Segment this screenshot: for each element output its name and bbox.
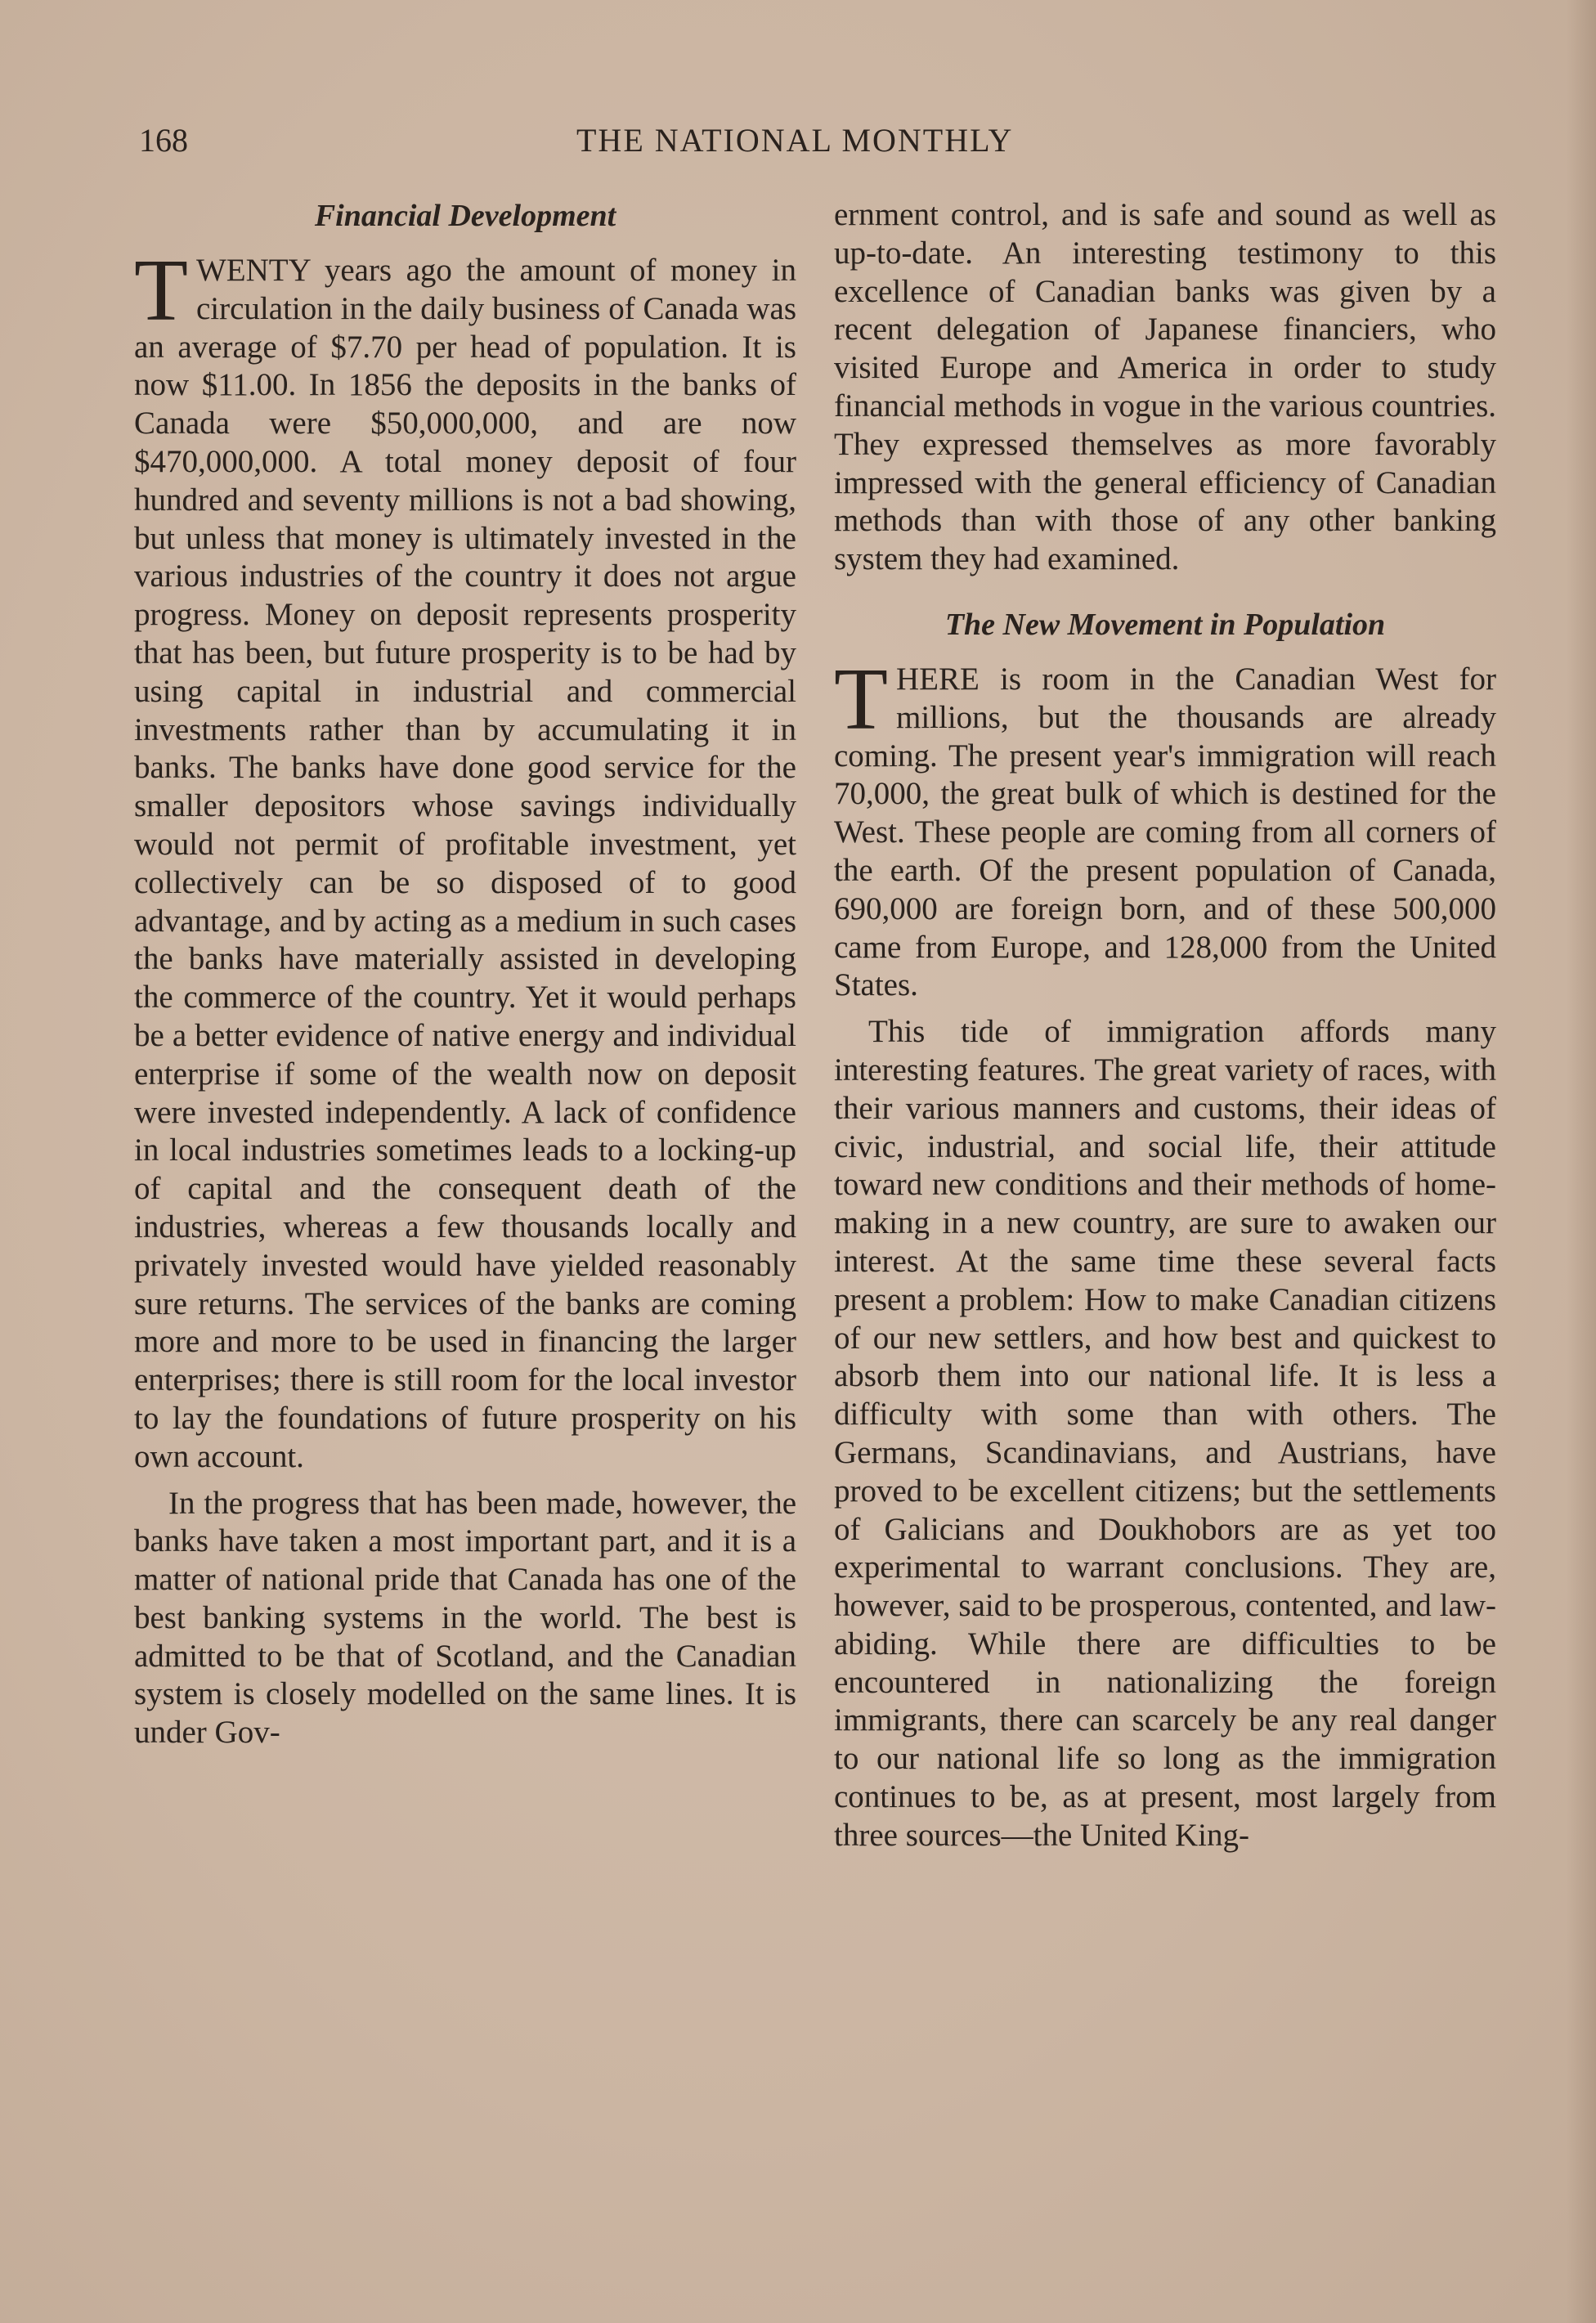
page-edge-shadow: [1567, 0, 1596, 2323]
paragraph-population-1: [834, 650, 1496, 1005]
paragraph-text: WENTY years ago the amount of money in circulation in the daily business of Canada was an average of $7.70 per head of population. It is now $11.00. In 1856 the deposits in the banks of Canada were $50,000,000, and are now $470,000,000. A total money deposit of four hundred and seventy millions is not a bad showing, but unless that money is ultimately invested in the various industries of the country it does not argue progress. Money on deposit represents prosperity that has been, but future prosperity is to be had by using capital in industrial and commercial investments rather than by accumulating it in banks. The banks have done good service for the smaller depositors whose savings individually would not permit of profitable investment, yet collectively can be so disposed of to good advantage, and by acting as a medium in such cases the banks have materially assisted in developing the commerce of the country. Yet it would perhaps be a better evidence of native energy and individual enterprise if some of the wealth now on deposit were invested independently. A lack of confidence in local industries sometimes leads to a locking-up of capital and the consequent death of the industries, whereas a few thousands locally and privately invested would have yielded reasonably sure returns. The services of the banks are coming more and more to be used in financing the larger enterprises; there is still room for the local investor to lay the foundations of future prosperity on his own account.: [134, 253, 796, 1474]
paragraph-text: HERE is room in the Canadian West for millions, but the thousands are already coming. The present year's immigration will reach 70,000, the great bulk of which is destined for the West. These people are coming from all corners of the earth. Of the present population of Canada, 690,000 are foreign born, and of these 500,000 came from Europe, and 128,000 from the United States.: [834, 661, 1496, 1003]
running-head: THE NATIONAL MONTHLY: [576, 122, 1014, 159]
section-title-population: The New Movement in Population: [944, 607, 1386, 642]
left-column: [134, 196, 796, 1752]
paragraph-population-2: This tide of immigration affords many interesting features. The great variety of races, with their various manners and customs, their ideas of civic, industrial, and social life, their attitude toward new conditions and their methods of home-making in a new country, are sure to awaken our interest. At the same time these several facts present a problem: How to make Canadian citizens of our new settlers, and how best and quickest to absorb them into our national life. It is less a difficulty with some than with others. The Germans, Scandinavians, and Austrians, have proved to be excellent citizens; but the settlements of Galicians and Doukhobors are as yet too experimental to warrant conclusions. They are, however, said to be prosperous, contented, and law-abiding. While there are difficulties to be encountered in nationalizing the foreign immigrants, there can scarcely be any real danger to our national life so long as the immigration continues to be, as at present, most largely from three sources—the United King-: [834, 1014, 1496, 1853]
page-header: [139, 121, 1513, 162]
right-column: [834, 196, 1496, 1855]
section-title-financial: Financial Development: [314, 199, 616, 233]
paragraph-financial-2: In the progress that has been made, however, the banks have taken a most important part, and it is a matter of national pride that Canada has one of the best banking systems in the world. The best is admitted to be that of Scotland, and the Canadian system is closely modelled on the same lines. It is under Gov-: [134, 1485, 796, 1751]
drop-cap: T: [134, 242, 188, 339]
page-number: 168: [139, 122, 188, 159]
drop-cap: T: [834, 650, 888, 748]
paragraph-financial-continued: ernment control, and is safe and sound as well as up-to-date. An interesting testimony to this excellence of Canadian banks was given by a recent delegation of Japanese financiers, who visited Europe and America in order to study financial methods in vogue in the various countries. They expressed themselves as more favorably impressed with the general efficiency of Canadian methods than with those of any other banking system they had examined.: [834, 197, 1496, 577]
paragraph-financial-1: [134, 242, 796, 1477]
section-spacer: [834, 579, 1496, 605]
